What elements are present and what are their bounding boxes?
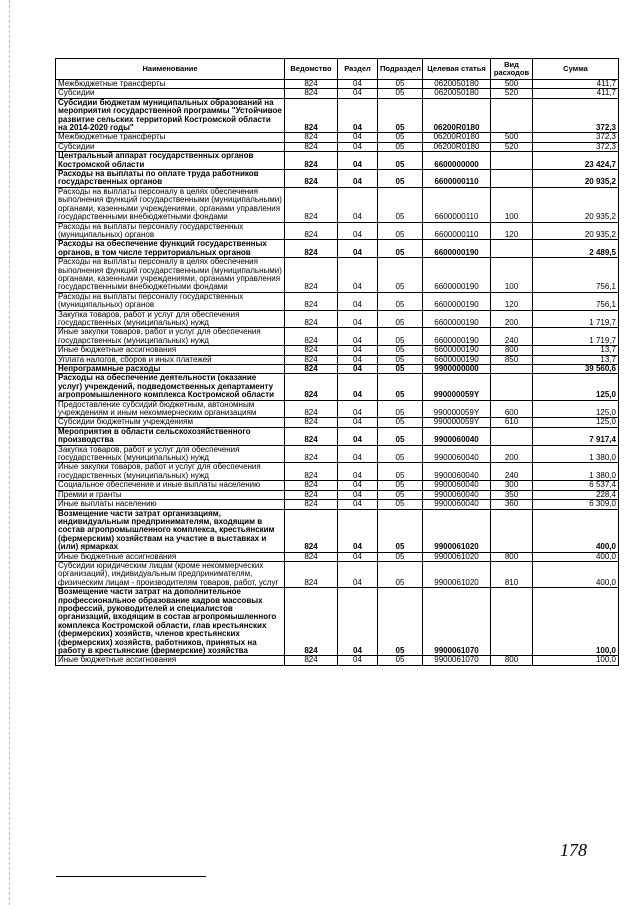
table-row	[56, 310, 619, 328]
cell-name: Межбюджетные трансферты	[56, 80, 285, 89]
cell-name: Иные закупки товаров, работ и услуг для обеспечения государственных (муниципальных) нужд	[56, 328, 285, 346]
cell-subsection: 05	[378, 490, 423, 499]
cell-subsection: 05	[378, 133, 423, 142]
table-row	[56, 500, 619, 509]
cell-expense-type: 500	[491, 80, 533, 89]
cell-subsection: 05	[378, 500, 423, 509]
cell-section: 04	[338, 80, 378, 89]
cell-name: Центральный аппарат государственных органов Костромской области	[56, 152, 285, 170]
cell-amount: 228,4	[533, 490, 619, 499]
cell-target: 9900061020	[423, 561, 491, 587]
cell-dept: 824	[285, 310, 338, 328]
cell-subsection: 05	[378, 355, 423, 364]
table-row	[56, 374, 619, 400]
cell-section: 04	[338, 656, 378, 665]
cell-section: 04	[338, 561, 378, 587]
cell-amount: 1 719,7	[533, 310, 619, 328]
cell-dept: 824	[285, 240, 338, 258]
cell-target: 990000059Y	[423, 400, 491, 418]
table-body	[56, 80, 619, 666]
table-row	[56, 89, 619, 98]
cell-name: Иные закупки товаров, работ и услуг для обеспечения государственных (муниципальных) нужд	[56, 463, 285, 481]
cell-dept: 824	[285, 500, 338, 509]
footer-rule	[56, 876, 206, 877]
cell-section: 04	[338, 374, 378, 400]
cell-target: 9900060040	[423, 427, 491, 445]
cell-name: Мероприятия в области сельскохозяйственного производства	[56, 427, 285, 445]
table-row	[56, 170, 619, 188]
cell-subsection: 05	[378, 481, 423, 490]
table-row	[56, 133, 619, 142]
cell-expense-type	[491, 240, 533, 258]
cell-expense-type: 350	[491, 490, 533, 499]
cell-dept: 824	[285, 481, 338, 490]
cell-expense-type: 240	[491, 328, 533, 346]
table-row	[56, 365, 619, 374]
cell-subsection: 05	[378, 152, 423, 170]
cell-amount: 20 935,2	[533, 187, 619, 222]
cell-section: 04	[338, 187, 378, 222]
page-number: 178	[560, 840, 587, 860]
cell-expense-type	[491, 365, 533, 374]
cell-section: 04	[338, 500, 378, 509]
cell-expense-type	[491, 588, 533, 656]
cell-amount: 125,0	[533, 374, 619, 400]
cell-expense-type: 600	[491, 400, 533, 418]
cell-section: 04	[338, 292, 378, 310]
cell-name: Уплата налогов, сборов и иных платежей	[56, 355, 285, 364]
cell-section: 04	[338, 346, 378, 355]
table-row	[56, 328, 619, 346]
cell-target: 9900061020	[423, 509, 491, 552]
cell-name: Закупка товаров, работ и услуг для обеспечения государственных (муниципальных) нужд	[56, 310, 285, 328]
cell-dept: 824	[285, 656, 338, 665]
cell-name: Возмещение части затрат организациям, индивидуальным предпринимателям, входящим в состав агропромышленного комплекса, крестьянским (фермерским) хозяйствам на участие в выставках и (или) ярмарках	[56, 509, 285, 552]
header-dept: Ведомство	[285, 59, 338, 80]
table-row	[56, 656, 619, 665]
cell-amount: 1 719,7	[533, 328, 619, 346]
cell-subsection: 05	[378, 656, 423, 665]
cell-subsection: 05	[378, 142, 423, 151]
cell-target: 06200R0180	[423, 142, 491, 151]
cell-expense-type	[491, 98, 533, 133]
header-row	[56, 59, 619, 80]
cell-section: 04	[338, 133, 378, 142]
cell-subsection: 05	[378, 445, 423, 463]
cell-target: 0620050180	[423, 80, 491, 89]
cell-expense-type: 240	[491, 463, 533, 481]
cell-amount: 372,3	[533, 98, 619, 133]
cell-section: 04	[338, 355, 378, 364]
cell-target: 6600000190	[423, 292, 491, 310]
cell-expense-type: 100	[491, 258, 533, 293]
cell-subsection: 05	[378, 258, 423, 293]
cell-expense-type: 800	[491, 552, 533, 561]
table-row	[56, 588, 619, 656]
cell-name: Иные бюджетные ассигнования	[56, 552, 285, 561]
cell-amount: 400,0	[533, 561, 619, 587]
table-row	[56, 187, 619, 222]
cell-amount: 6 537,4	[533, 481, 619, 490]
cell-section: 04	[338, 445, 378, 463]
cell-amount: 411,7	[533, 89, 619, 98]
cell-section: 04	[338, 365, 378, 374]
cell-section: 04	[338, 222, 378, 240]
cell-amount: 2 489,5	[533, 240, 619, 258]
cell-amount: 100,0	[533, 656, 619, 665]
cell-name: Закупка товаров, работ и услуг для обеспечения государственных (муниципальных) нужд	[56, 445, 285, 463]
cell-expense-type: 500	[491, 133, 533, 142]
cell-subsection: 05	[378, 365, 423, 374]
cell-dept: 824	[285, 588, 338, 656]
table-row	[56, 240, 619, 258]
cell-section: 04	[338, 463, 378, 481]
cell-expense-type	[491, 170, 533, 188]
cell-amount: 400,0	[533, 552, 619, 561]
cell-target: 6600000190	[423, 355, 491, 364]
cell-target: 9900060040	[423, 481, 491, 490]
cell-expense-type	[491, 152, 533, 170]
table-row	[56, 509, 619, 552]
cell-dept: 824	[285, 222, 338, 240]
cell-name: Премии и гранты	[56, 490, 285, 499]
cell-name: Межбюджетные трансферты	[56, 133, 285, 142]
cell-dept: 824	[285, 328, 338, 346]
cell-section: 04	[338, 400, 378, 418]
cell-subsection: 05	[378, 80, 423, 89]
cell-expense-type: 120	[491, 292, 533, 310]
cell-subsection: 05	[378, 561, 423, 587]
cell-name: Субсидии бюджетам муниципальных образований на мероприятия государственной программы "Устойчивое развитие сельских территорий Костромской области на 2014-2020 годы"	[56, 98, 285, 133]
cell-amount: 372,3	[533, 142, 619, 151]
cell-name: Расходы на выплаты персоналу в целях обеспечения выполнения функций государственными (муниципальными) органами, казенными учреждениями, органами управления государственными внебюджетными фондами	[56, 258, 285, 293]
cell-name: Иные бюджетные ассигнования	[56, 346, 285, 355]
cell-name: Возмещение части затрат на дополнительное профессиональное образование кадров массовых профессий, руководителей и специалистов организаций, входящим в состав агропромышленного комплекса Костромской области, глав крестьянских (фермерских) хозяйств, членов крестьянских (фермерских) хозяйств, работников, принятых на работу в крестьянские (фермерские) хозяйства	[56, 588, 285, 656]
cell-dept: 824	[285, 346, 338, 355]
cell-expense-type: 610	[491, 418, 533, 427]
table-row	[56, 490, 619, 499]
table-row	[56, 142, 619, 151]
cell-subsection: 05	[378, 400, 423, 418]
cell-target: 6600000110	[423, 187, 491, 222]
cell-section: 04	[338, 170, 378, 188]
cell-subsection: 05	[378, 509, 423, 552]
cell-dept: 824	[285, 133, 338, 142]
cell-name: Расходы на обеспечение деятельности (оказание услуг) учреждений, подведомственных департаменту агропромышленного комплекса Костромской области	[56, 374, 285, 400]
cell-section: 04	[338, 552, 378, 561]
cell-name: Иные выплаты населению	[56, 500, 285, 509]
cell-dept: 824	[285, 142, 338, 151]
budget-table-container	[55, 58, 618, 666]
cell-target: 6600000110	[423, 222, 491, 240]
table-row	[56, 427, 619, 445]
cell-subsection: 05	[378, 463, 423, 481]
cell-dept: 824	[285, 445, 338, 463]
budget-table	[55, 58, 619, 666]
table-row	[56, 98, 619, 133]
cell-target: 9900060040	[423, 500, 491, 509]
cell-dept: 824	[285, 509, 338, 552]
cell-section: 04	[338, 509, 378, 552]
cell-expense-type: 200	[491, 445, 533, 463]
table-row	[56, 552, 619, 561]
cell-dept: 824	[285, 98, 338, 133]
cell-target: 6600000110	[423, 170, 491, 188]
cell-subsection: 05	[378, 346, 423, 355]
cell-dept: 824	[285, 355, 338, 364]
cell-expense-type	[491, 427, 533, 445]
cell-target: 6600000190	[423, 240, 491, 258]
cell-subsection: 05	[378, 98, 423, 133]
cell-expense-type: 520	[491, 89, 533, 98]
cell-amount: 23 424,7	[533, 152, 619, 170]
cell-expense-type: 520	[491, 142, 533, 151]
cell-section: 04	[338, 240, 378, 258]
cell-amount: 400,0	[533, 509, 619, 552]
cell-section: 04	[338, 98, 378, 133]
cell-name: Субсидии	[56, 89, 285, 98]
cell-amount: 1 380,0	[533, 463, 619, 481]
header-expense-type: Вид расходов	[491, 59, 533, 80]
cell-name: Субсидии	[56, 142, 285, 151]
cell-subsection: 05	[378, 89, 423, 98]
cell-name: Социальное обеспечение и иные выплаты населению	[56, 481, 285, 490]
cell-section: 04	[338, 89, 378, 98]
cell-dept: 824	[285, 427, 338, 445]
cell-section: 04	[338, 152, 378, 170]
cell-section: 04	[338, 142, 378, 151]
cell-subsection: 05	[378, 292, 423, 310]
cell-section: 04	[338, 481, 378, 490]
cell-target: 6600000190	[423, 258, 491, 293]
cell-amount: 13,7	[533, 355, 619, 364]
cell-expense-type: 100	[491, 187, 533, 222]
header-section: Раздел	[338, 59, 378, 80]
cell-dept: 824	[285, 400, 338, 418]
cell-name: Расходы на выплаты персоналу в целях обеспечения выполнения функций государственными (муниципальными) органами, казенными учреждениями, органами управления государственными внебюджетными фондами	[56, 187, 285, 222]
table-row	[56, 80, 619, 89]
cell-target: 0620050180	[423, 89, 491, 98]
cell-target: 9900060040	[423, 490, 491, 499]
cell-section: 04	[338, 258, 378, 293]
table-row	[56, 445, 619, 463]
cell-subsection: 05	[378, 328, 423, 346]
table-row	[56, 561, 619, 587]
cell-dept: 824	[285, 258, 338, 293]
cell-amount: 6 309,0	[533, 500, 619, 509]
cell-name: Расходы на обеспечение функций государственных органов, в том числе территориальных органов	[56, 240, 285, 258]
cell-dept: 824	[285, 561, 338, 587]
cell-amount: 372,3	[533, 133, 619, 142]
cell-amount: 1 380,0	[533, 445, 619, 463]
cell-section: 04	[338, 588, 378, 656]
cell-amount: 125,0	[533, 400, 619, 418]
cell-dept: 824	[285, 374, 338, 400]
header-amount: Сумма	[533, 59, 619, 80]
table-row	[56, 222, 619, 240]
cell-dept: 824	[285, 365, 338, 374]
cell-subsection: 05	[378, 427, 423, 445]
cell-section: 04	[338, 418, 378, 427]
cell-name: Непрограммные расходы	[56, 365, 285, 374]
cell-amount: 39 560,6	[533, 365, 619, 374]
cell-dept: 824	[285, 292, 338, 310]
cell-dept: 824	[285, 418, 338, 427]
cell-target: 9900061070	[423, 588, 491, 656]
cell-target: 9900000000	[423, 365, 491, 374]
header-subsection: Подраздел	[378, 59, 423, 80]
table-row	[56, 258, 619, 293]
cell-name: Расходы на выплаты по оплате труда работников государственных органов	[56, 170, 285, 188]
cell-subsection: 05	[378, 222, 423, 240]
cell-amount: 756,1	[533, 258, 619, 293]
cell-target: 6600000190	[423, 346, 491, 355]
table-row	[56, 346, 619, 355]
cell-subsection: 05	[378, 374, 423, 400]
cell-expense-type: 360	[491, 500, 533, 509]
cell-expense-type: 810	[491, 561, 533, 587]
cell-target: 9900061070	[423, 656, 491, 665]
cell-dept: 824	[285, 80, 338, 89]
cell-dept: 824	[285, 170, 338, 188]
cell-subsection: 05	[378, 552, 423, 561]
table-row	[56, 355, 619, 364]
cell-name: Предоставление субсидий бюджетным, автономным учреждениям и иным некоммерческим организациям	[56, 400, 285, 418]
cell-amount: 7 917,4	[533, 427, 619, 445]
cell-amount: 20 935,2	[533, 170, 619, 188]
cell-subsection: 05	[378, 310, 423, 328]
cell-dept: 824	[285, 463, 338, 481]
cell-amount: 411,7	[533, 80, 619, 89]
cell-expense-type: 800	[491, 346, 533, 355]
cell-expense-type: 850	[491, 355, 533, 364]
cell-name: Субсидии бюджетным учреждениям	[56, 418, 285, 427]
cell-name: Субсидии юридическим лицам (кроме некоммерческих организаций), индивидуальным предпринимателям, физическим лицам - производителям товаров, работ, услуг	[56, 561, 285, 587]
table-row	[56, 152, 619, 170]
cell-dept: 824	[285, 490, 338, 499]
cell-amount: 756,1	[533, 292, 619, 310]
cell-target: 9900060040	[423, 463, 491, 481]
cell-expense-type: 120	[491, 222, 533, 240]
cell-amount: 13,7	[533, 346, 619, 355]
cell-section: 04	[338, 490, 378, 499]
cell-amount: 125,0	[533, 418, 619, 427]
cell-target: 06200R0180	[423, 133, 491, 142]
table-row	[56, 481, 619, 490]
cell-target: 9900060040	[423, 445, 491, 463]
cell-target: 990000059Y	[423, 418, 491, 427]
header-target: Целевая статья	[423, 59, 491, 80]
cell-target: 6600000000	[423, 152, 491, 170]
table-row	[56, 400, 619, 418]
cell-expense-type: 200	[491, 310, 533, 328]
cell-target: 06200R0180	[423, 98, 491, 133]
cell-expense-type: 800	[491, 656, 533, 665]
cell-dept: 824	[285, 89, 338, 98]
cell-name: Расходы на выплаты персоналу государственных (муниципальных) органов	[56, 292, 285, 310]
cell-name: Иные бюджетные ассигнования	[56, 656, 285, 665]
table-row	[56, 463, 619, 481]
cell-expense-type	[491, 374, 533, 400]
cell-expense-type	[491, 509, 533, 552]
cell-target: 6600000190	[423, 328, 491, 346]
cell-subsection: 05	[378, 588, 423, 656]
cell-dept: 824	[285, 187, 338, 222]
table-row	[56, 292, 619, 310]
cell-section: 04	[338, 328, 378, 346]
cell-subsection: 05	[378, 240, 423, 258]
table-row	[56, 418, 619, 427]
cell-target: 6600000190	[423, 310, 491, 328]
cell-expense-type: 300	[491, 481, 533, 490]
cell-subsection: 05	[378, 418, 423, 427]
cell-target: 9900061020	[423, 552, 491, 561]
cell-amount: 20 935,2	[533, 222, 619, 240]
cell-section: 04	[338, 310, 378, 328]
cell-target: 990000059Y	[423, 374, 491, 400]
cell-name: Расходы на выплаты персоналу государственных (муниципальных) органов	[56, 222, 285, 240]
cell-dept: 824	[285, 152, 338, 170]
cell-amount: 100,0	[533, 588, 619, 656]
cell-dept: 824	[285, 552, 338, 561]
header-name: Наименование	[56, 59, 285, 80]
cell-section: 04	[338, 427, 378, 445]
cell-subsection: 05	[378, 170, 423, 188]
cell-subsection: 05	[378, 187, 423, 222]
margin-line	[9, 0, 11, 905]
